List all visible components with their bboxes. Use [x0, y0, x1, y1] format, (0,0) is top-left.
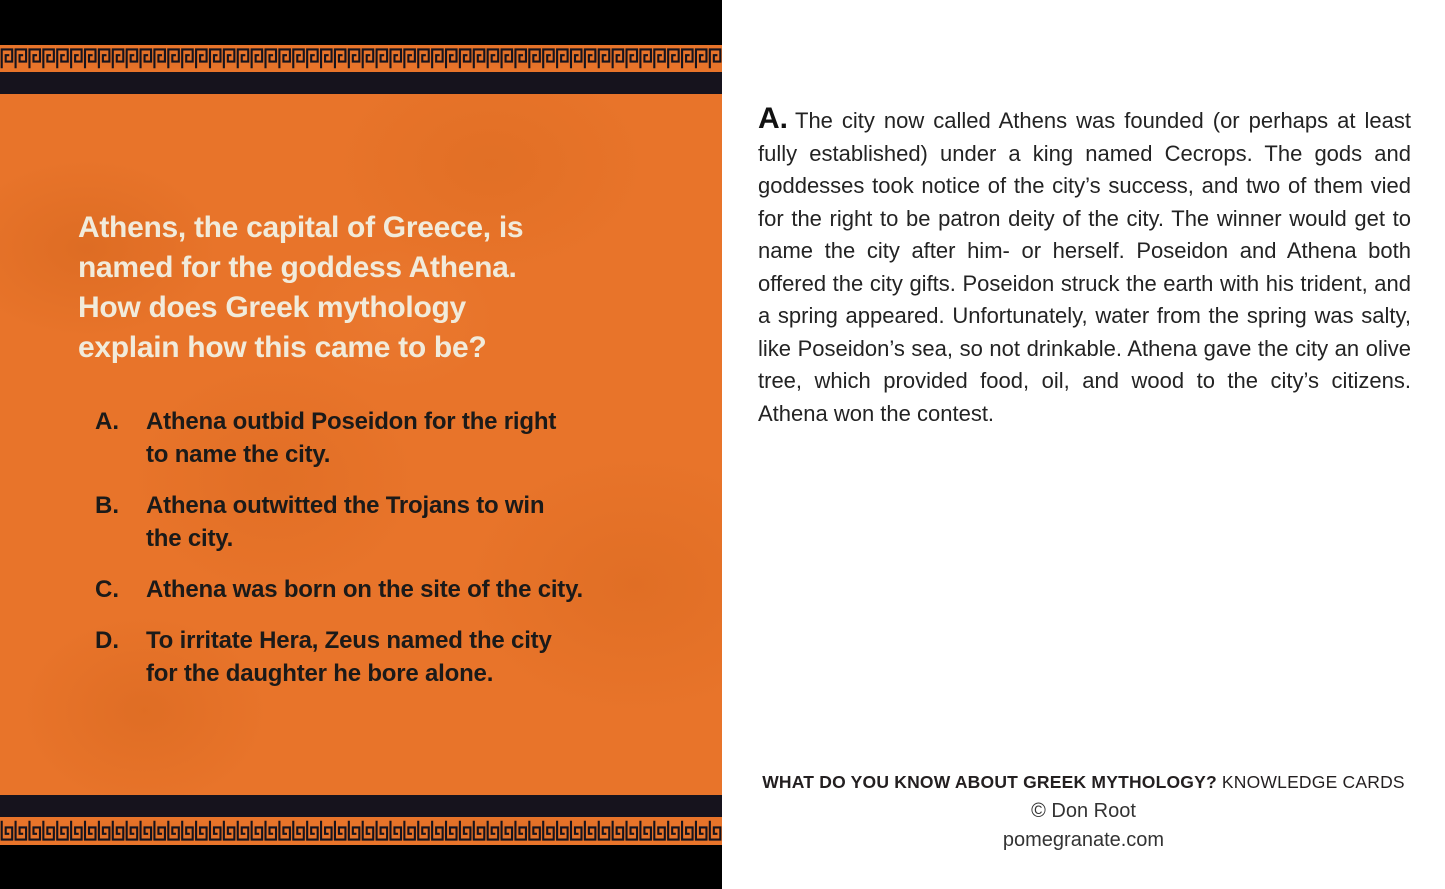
- top-black-bar: [0, 0, 722, 45]
- answer-text: The city now called Athens was founded (or perhaps at least fully established) under a king named Cecrops. The gods and goddesses took notice of the city’s success, and two of them vied for the right to be patron deity of the city. The winner would get to name the city after him- or herself. Poseidon and Athena both offered the city gifts. Poseidon struck the earth with his trident, and a spring appeared. Unfortunately, water from the spring was salty, like Poseidon’s sea, so not drinkable. Athena gave the city an olive tree, which provided food, oil, and wood to the city’s citizens. Athena won the contest.: [758, 108, 1411, 426]
- greek-key-border-top: [0, 45, 722, 72]
- copyright-credit: © Don Root: [1031, 800, 1136, 822]
- option-letter: A.: [95, 408, 119, 435]
- question-line: explain how this came to be?: [78, 331, 487, 364]
- question-heading: [78, 208, 523, 368]
- question-card: [0, 0, 722, 889]
- card-face: [0, 94, 722, 795]
- option-text: Athena outwitted the Trojans to win the city.: [146, 492, 545, 552]
- question-line: named for the goddess Athena.: [78, 251, 517, 284]
- top-navy-bar: [0, 72, 722, 94]
- publisher-website: pomegranate.com: [1002, 829, 1165, 851]
- answer-paragraph: [758, 104, 1411, 430]
- series-title-suffix: KNOWLEDGE CARDS: [1221, 772, 1405, 792]
- series-title: [722, 772, 1445, 793]
- series-title-bold: WHAT DO YOU KNOW ABOUT GREEK MYTHOLOGY?: [762, 772, 1217, 792]
- option-d: [95, 624, 655, 690]
- greek-key-pattern-icon: [0, 45, 722, 72]
- option-text: Athena was born on the site of the city.: [146, 576, 583, 603]
- greek-key-pattern-icon: [0, 817, 722, 844]
- greek-key-border-bottom: [0, 817, 722, 845]
- option-letter: B.: [95, 492, 119, 519]
- bottom-black-bar: [0, 845, 722, 889]
- question-line: How does Greek mythology: [78, 291, 466, 324]
- question-line: Athens, the capital of Greece, is: [78, 211, 524, 244]
- option-text: To irritate Hera, Zeus named the city for the daughter he bore alone.: [146, 627, 552, 687]
- option-text: Athena outbid Poseidon for the right to name the city.: [146, 408, 557, 468]
- card-footer: [722, 772, 1445, 852]
- option-letter: D.: [95, 627, 119, 654]
- answer-panel: [722, 0, 1445, 889]
- option-b: [95, 489, 655, 555]
- option-letter: C.: [95, 576, 119, 603]
- bottom-navy-bar: [0, 795, 722, 817]
- option-c: [95, 573, 655, 606]
- answer-letter: A.: [758, 102, 788, 135]
- answer-options: [95, 405, 655, 708]
- option-a: [95, 405, 655, 471]
